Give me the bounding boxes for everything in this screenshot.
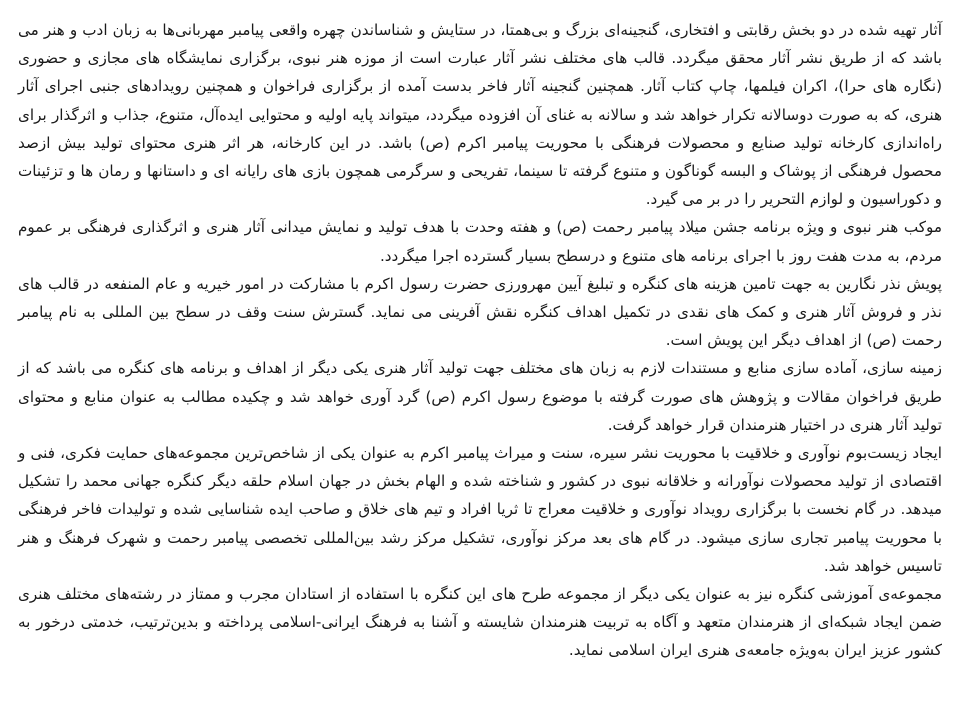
- paragraph-nabavi-art-mokeb: موکب هنر نبوی و ویژه برنامه جشن میلاد پیامبر رحمت (ص) و هفته وحدت با هدف تولید و نمایش میدانی آثار هنری و اثرگذاری فرهنگی بر عموم مردم، به مدت هفت روز با اجرای برنامه های متنوع و درسطح بسیار گسترده اجرا میگردد.: [18, 218, 942, 265]
- paragraph-resources-preparation: زمینه سازی، آماده سازی منابع و مستندات لازم به زبان های مختلف جهت تولید آثار هنری یکی دیگر از اهداف و برنامه های کنگره می باشد که از طریق فراخوان مقالات و پژوهش های صورت گرفته با موضوع رسول اکرم (ص) گرد آوری خواهد شد و چکیده مطالب به عنوان منابع و محتوای تولید آثار هنری در اختیار هنرمندان قرار خواهد گرفت.: [18, 359, 942, 434]
- paragraph-education-collection: مجموعه‌ی آموزشی کنگره نیز به عنوان یکی دیگر از مجموعه طرح های این کنگره با استفاده از استادان مجرب و ممتاز در رشته‌های مختلف هنری ضمن ایجاد شبکه‌ای از هنرمندان متعهد و آگاه به تربیت هنرمندان شایسته و آشنا به فرهنگ ایرانی-اسلامی پرداخته و بدین‌ترتیب، خدمتی درخور به کشور عزیز ایران به‌ویژه جامعه‌ی هنری ایران اسلامی نماید.: [18, 585, 942, 660]
- paragraph-negarin-vow-campaign: پویش نذر نگارین به جهت تامین هزینه های کنگره و تبلیغ آیین مهرورزی حضرت رسول اکرم با مشارکت در امور خیریه و عام المنفعه در قالب های نذر و فروش آثار هنری و کمک های نقدی در تکمیل اهداف کنگره نقش آفرینی می نماید. گسترش سنت وقف در سطح بین المللی به نام پیامبر رحمت (ص) از اهداف دیگر این پویش است.: [18, 274, 942, 350]
- paragraph-innovation-ecosystem: ایجاد زیست‌بوم نوآوری و خلاقیت با محوریت نشر سیره، سنت و میراث پیامبر اکرم به عنوان یکی از شاخص‌ترین مجموعه‌های حمایت فکری، فنی و اقتصادی از تولید محصولات نوآورانه و خلاقانه نبوی در کشور و شناخته شده و الهام بخش در جهان اسلام حلقه دیگر کنگره جهانی محمد را تشکیل میدهد. در گام نخست با برگزاری رویداد نوآوری و خلاقیت معراج تا ثریا افراد و تیم های خلاق و صاحب ایده شناسایی شده و تولیدات فاخر فرهنگی با محوریت پیامبر تجاری سازی میشود. در گام های بعد مرکز نوآوری، تشکیل مرکز رشد بین‌المللی تخصصی پیامبر رحمت و شهرک فرهنگ و هنر تاسیس خواهد شد.: [18, 444, 942, 575]
- paragraph-published-works: آثار تهیه شده در دو بخش رقابتی و افتخاری، گنجینه‌ای بزرگ و بی‌همتا، در ستایش و شناساندن چهره واقعی پیامبر مهربانی‌ها به زبان ادب و هنر می باشد که از طریق نشر آثار محقق میگردد. قالب های مختلف نشر آثار عبارت است از موزه هنر نبوی، برگزاری نمایشگاه های مجازی و حضوری (نگاره های حرا)، اکران فیلمها، چاپ کتاب آثار. همچنین گنجینه آثار فاخر بدست آمده از برگزاری فراخوان و همچنین رویدادهای جنبی اجرای آثار هنری، که به صورت دوسالانه تکرار خواهد شد و سالانه به غنای آن افزوده میگردد، میتواند پایه اولیه و محتوایی ایده‌آل، متنوع، جذاب و اثرگذار برای راه‌اندازی کارخانه تولید صنایع و محصولات فرهنگی با محوریت پیامبر اکرم (ص) باشد. در این کارخانه، هر اثر هنری محتوای تولید بیش ازصد محصول فرهنگی از پوشاک و البسه گوناگون و متنوع گرفته تا سینما، تفریحی و سرگرمی همچون بازی های رایانه ای و داستانها و رمان ها و تزئینات و دکوراسیون و لوازم التحریر را در بر می گیرد.: [18, 21, 942, 209]
